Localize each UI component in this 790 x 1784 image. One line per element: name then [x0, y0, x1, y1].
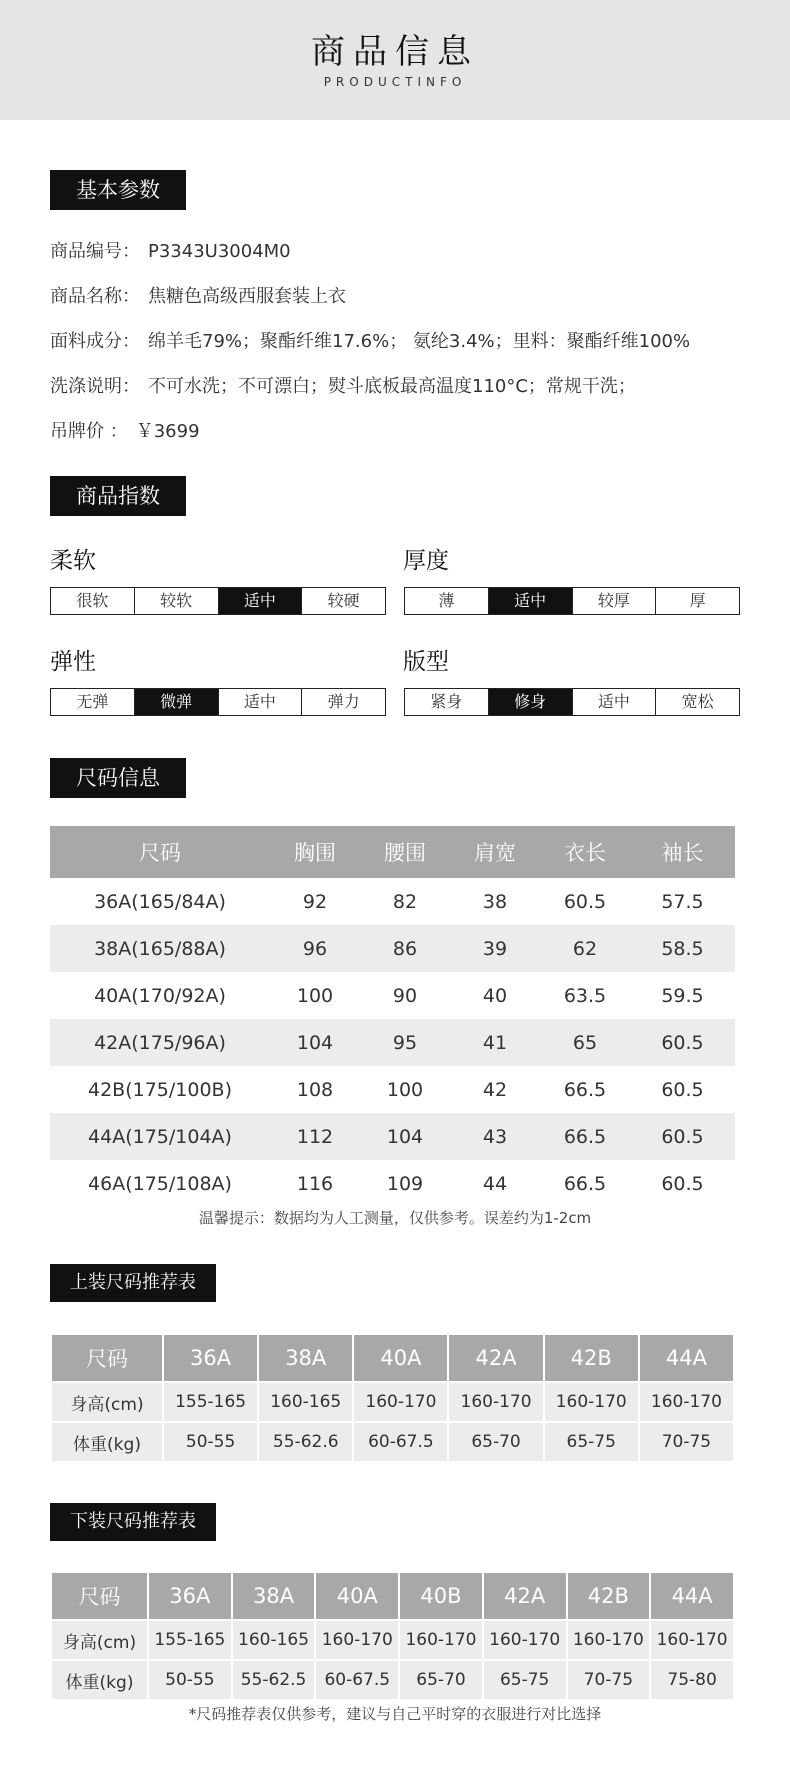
table-cell: 160-165 — [232, 1620, 316, 1660]
table-cell: 65-75 — [544, 1422, 639, 1462]
scale-option-selected: 适中 — [488, 588, 572, 614]
table-cell: 60.5 — [661, 1078, 704, 1101]
table-cell: 90 — [392, 984, 418, 1007]
table-cell: 44A — [650, 1572, 734, 1620]
table-cell: 59.5 — [661, 984, 704, 1007]
page-header — [0, 0, 790, 120]
table-cell: 40 — [482, 984, 508, 1007]
rec-table-header — [51, 1572, 734, 1620]
table-cell: 38A — [232, 1572, 316, 1620]
table-cell: 82 — [392, 890, 418, 913]
table-row — [50, 1160, 735, 1207]
index-fit-title: 版型 — [403, 649, 449, 675]
table-cell: 86 — [360, 925, 450, 972]
size-table-header — [50, 826, 735, 878]
size-col-header: 袖长 — [630, 826, 735, 878]
table-cell: 36A — [163, 1334, 258, 1382]
table-cell: 109 — [386, 1172, 424, 1195]
table-cell: 体重(kg) — [51, 1422, 163, 1462]
table-cell: 160-170 — [315, 1620, 399, 1660]
table-cell: 60-67.5 — [353, 1422, 448, 1462]
section-title-basic: 基本参数 — [50, 170, 186, 210]
basic-value: ￥3699 — [135, 421, 200, 442]
basic-row-fabric — [50, 327, 690, 353]
scale-option: 较厚 — [572, 588, 656, 614]
table-cell: 160-170 — [650, 1620, 734, 1660]
table-cell: 66.5 — [540, 1113, 630, 1160]
table-row — [50, 1113, 735, 1160]
table-cell: 155-165 — [148, 1620, 232, 1660]
table-cell: 42A(175/96A) — [50, 1019, 270, 1066]
table-cell: 身高(cm) — [51, 1620, 148, 1660]
size-table — [50, 826, 735, 1207]
basic-label: 洗涤说明： — [50, 376, 140, 397]
size-col-header: 肩宽 — [450, 826, 540, 878]
scale-option: 宽松 — [655, 689, 739, 715]
basic-label: 商品名称： — [50, 286, 140, 307]
table-cell: 50-55 — [148, 1660, 232, 1700]
table-cell: 58.5 — [630, 925, 735, 972]
scale-option: 较软 — [134, 588, 218, 614]
table-cell: 160-170 — [544, 1382, 639, 1422]
scale-option: 厚 — [655, 588, 739, 614]
table-row — [50, 925, 735, 972]
basic-value: 焦糖色高级西服套装上衣 — [148, 286, 346, 307]
table-cell: 55-62.6 — [258, 1422, 353, 1462]
table-cell: 65-75 — [483, 1660, 567, 1700]
table-cell: 96 — [270, 925, 360, 972]
table-cell: 65 — [540, 1019, 630, 1066]
table-cell: 尺码 — [51, 1572, 148, 1620]
table-cell: 60.5 — [563, 890, 607, 913]
section-title-top-rec: 上装尺码推荐表 — [50, 1264, 216, 1302]
index-thickness-scale — [404, 587, 740, 615]
section-title-index: 商品指数 — [50, 476, 186, 516]
table-row — [51, 1382, 734, 1422]
table-cell: 108 — [296, 1078, 334, 1101]
table-cell: 104 — [360, 1113, 450, 1160]
table-cell: 42B — [544, 1334, 639, 1382]
index-fit-scale — [404, 688, 740, 716]
bottom-rec-table — [50, 1571, 735, 1701]
basic-value: 绵羊毛79%；聚酯纤维17.6%； 氨纶3.4%；里料：聚酯纤维100% — [148, 331, 691, 352]
table-row — [51, 1422, 734, 1462]
table-row — [50, 1019, 735, 1066]
table-row — [51, 1660, 734, 1700]
table-cell: 55-62.5 — [232, 1660, 316, 1700]
table-cell: 65-70 — [399, 1660, 483, 1700]
basic-label: 吊牌价 ： — [50, 421, 128, 442]
table-cell: 116 — [296, 1172, 334, 1195]
table-cell: 38A — [258, 1334, 353, 1382]
index-thickness-title: 厚度 — [403, 548, 449, 574]
table-cell: 42A — [448, 1334, 543, 1382]
table-cell: 57.5 — [661, 890, 704, 913]
table-cell: 60-67.5 — [315, 1660, 399, 1700]
table-cell: 63.5 — [563, 984, 607, 1007]
rec-table-header — [51, 1334, 734, 1382]
scale-option: 较硬 — [301, 588, 385, 614]
section-title-bottom-rec: 下装尺码推荐表 — [50, 1503, 216, 1541]
table-row — [50, 1066, 735, 1113]
table-cell: 160-165 — [258, 1382, 353, 1422]
table-cell: 100 — [386, 1078, 424, 1101]
index-elasticity-scale — [50, 688, 386, 716]
scale-option: 适中 — [572, 689, 656, 715]
scale-option-selected: 适中 — [218, 588, 302, 614]
size-col-header: 衣长 — [540, 826, 630, 878]
table-cell: 160-170 — [448, 1382, 543, 1422]
page-title: 商品信息 — [311, 32, 479, 72]
scale-option-selected: 微弹 — [134, 689, 218, 715]
table-cell: 60.5 — [630, 1019, 735, 1066]
size-note: 温馨提示：数据均为人工测量，仅供参考。误差约为1-2cm — [198, 1209, 592, 1227]
size-col-header: 尺码 — [50, 826, 270, 878]
table-cell: 160-170 — [567, 1620, 651, 1660]
scale-option: 紧身 — [430, 692, 463, 711]
table-cell: 104 — [270, 1019, 360, 1066]
scale-option: 很软 — [76, 591, 109, 610]
table-cell: 39 — [450, 925, 540, 972]
basic-label: 商品编号： — [50, 241, 140, 262]
table-cell: 44A — [639, 1334, 734, 1382]
basic-value: 不可水洗；不可漂白；熨斗底板最高温度110°C；常规干洗； — [148, 376, 636, 397]
table-cell: 40A(170/92A) — [94, 984, 226, 1007]
table-cell: 38 — [482, 890, 508, 913]
table-cell: 42B — [567, 1572, 651, 1620]
table-cell: 43 — [450, 1113, 540, 1160]
top-rec-table — [50, 1333, 735, 1463]
basic-row-wash — [50, 372, 636, 398]
index-softness-scale — [50, 587, 386, 615]
table-cell: 66.5 — [563, 1172, 607, 1195]
table-cell: 60.5 — [661, 1172, 704, 1195]
table-cell: 160-170 — [639, 1382, 734, 1422]
section-title-size: 尺码信息 — [50, 758, 186, 798]
table-cell: 38A(165/88A) — [50, 925, 270, 972]
table-cell: 160-170 — [399, 1620, 483, 1660]
scale-option: 无弹 — [76, 692, 109, 711]
table-cell: 70-75 — [567, 1660, 651, 1700]
table-cell: 92 — [302, 890, 328, 913]
table-row — [50, 878, 735, 925]
table-cell: 42 — [482, 1078, 508, 1101]
table-cell: 44 — [482, 1172, 508, 1195]
table-cell: 36A — [148, 1572, 232, 1620]
size-col-header: 腰围 — [360, 826, 450, 878]
basic-row-code — [50, 237, 291, 263]
table-cell: 95 — [360, 1019, 450, 1066]
table-cell: 36A(165/84A) — [94, 890, 226, 913]
size-col-header: 胸围 — [270, 826, 360, 878]
table-cell: 体重(kg) — [51, 1660, 148, 1700]
page-subtitle: PRODUCTINFO — [323, 75, 467, 89]
table-cell: 46A(175/108A) — [88, 1172, 232, 1195]
table-row — [51, 1620, 734, 1660]
table-cell: 62 — [540, 925, 630, 972]
table-cell: 40A — [315, 1572, 399, 1620]
table-cell: 112 — [270, 1113, 360, 1160]
index-elasticity-title: 弹性 — [50, 649, 96, 675]
basic-row-price — [50, 417, 200, 443]
table-cell: 70-75 — [639, 1422, 734, 1462]
table-cell: 50-55 — [163, 1422, 258, 1462]
footer-note: *尺码推荐表仅供参考，建议与自己平时穿的衣服进行对比选择 — [188, 1705, 602, 1723]
scale-option-selected: 修身 — [488, 689, 572, 715]
table-cell: 160-170 — [483, 1620, 567, 1660]
basic-row-name — [50, 282, 346, 308]
index-softness-title: 柔软 — [50, 548, 96, 574]
table-cell: 42A — [483, 1572, 567, 1620]
table-cell: 40A — [353, 1334, 448, 1382]
table-cell: 155-165 — [163, 1382, 258, 1422]
table-cell: 尺码 — [51, 1334, 163, 1382]
table-cell: 100 — [296, 984, 334, 1007]
table-cell: 44A(175/104A) — [50, 1113, 270, 1160]
table-cell: 65-70 — [448, 1422, 543, 1462]
table-cell: 40B — [399, 1572, 483, 1620]
scale-option: 弹力 — [301, 689, 385, 715]
table-cell: 42B(175/100B) — [87, 1078, 232, 1101]
scale-option: 薄 — [438, 591, 455, 610]
table-cell: 66.5 — [563, 1078, 607, 1101]
table-cell: 身高(cm) — [51, 1382, 163, 1422]
table-cell: 41 — [450, 1019, 540, 1066]
table-cell: 160-170 — [353, 1382, 448, 1422]
table-cell: 60.5 — [630, 1113, 735, 1160]
scale-option: 适中 — [218, 689, 302, 715]
basic-label: 面料成分： — [50, 331, 140, 352]
table-row — [50, 972, 735, 1019]
table-cell: 75-80 — [650, 1660, 734, 1700]
basic-value: P3343U3004M0 — [148, 241, 291, 262]
